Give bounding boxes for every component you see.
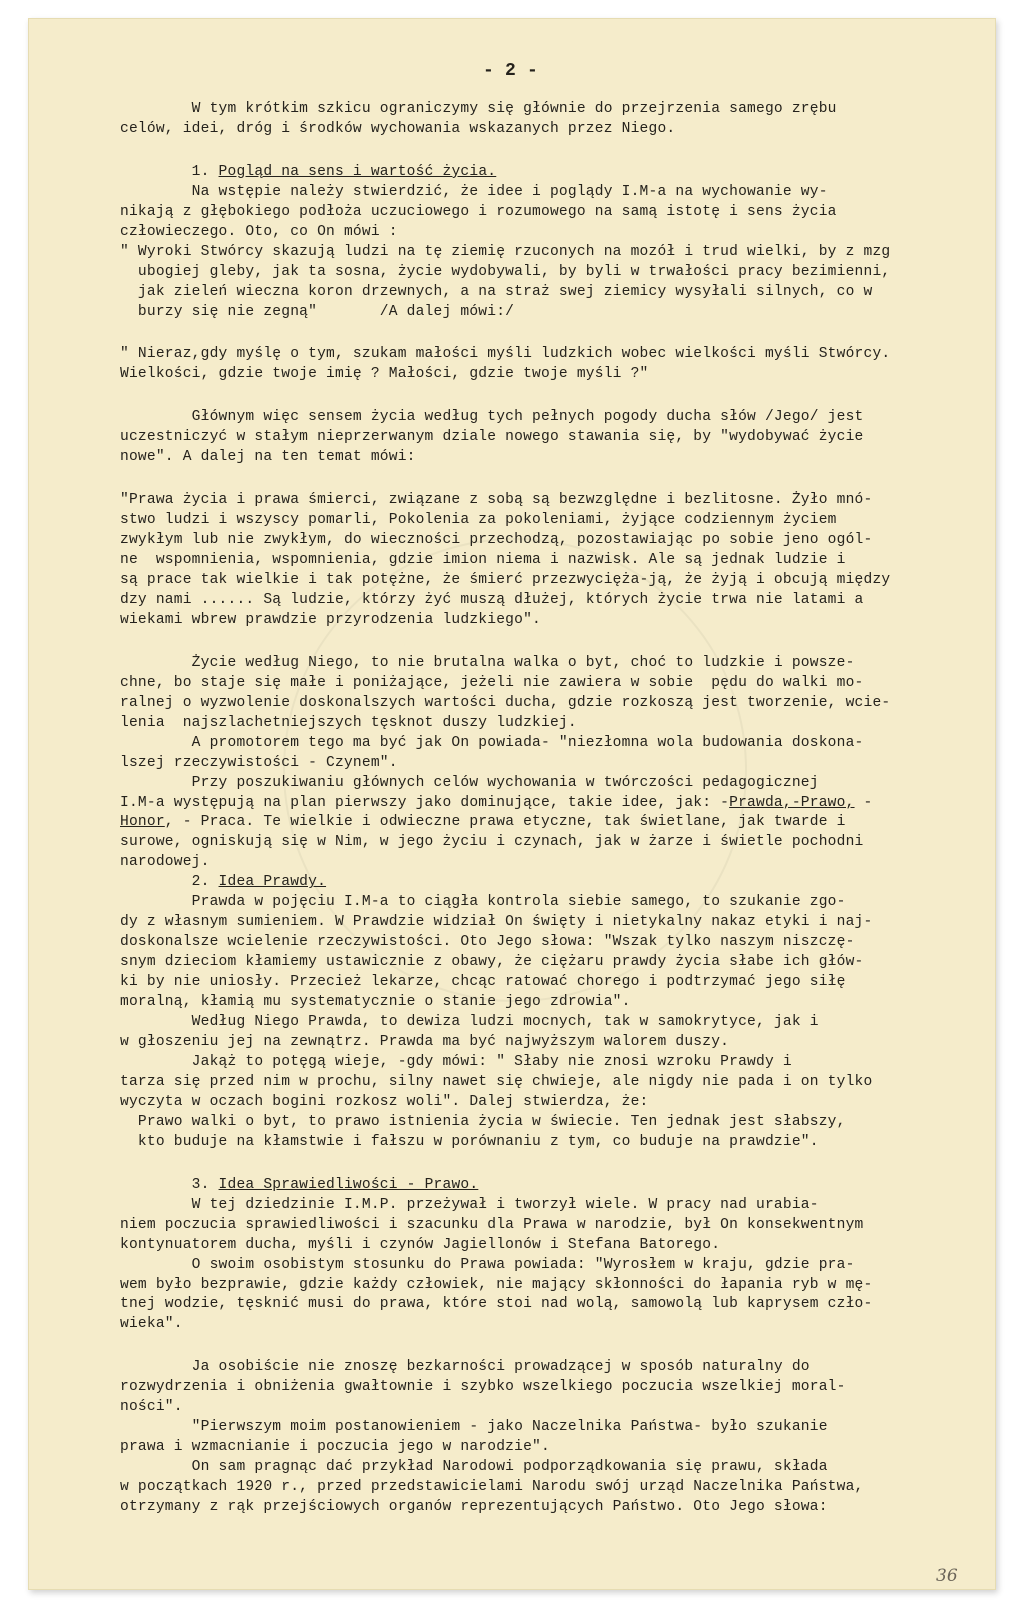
page-number: - 2 -: [483, 61, 539, 81]
typed-line: jak zieleń wieczna koron drzewnych, a na straż swej ziemicy wysyłali silnych, co w: [120, 283, 873, 300]
typed-line: 2. Idea Prawdy.: [120, 874, 327, 891]
typed-line: W tym krótkim szkicu ograniczymy się głównie do przejrzenia samego zrębu: [120, 101, 837, 117]
typed-line: doskonalsze wcielenie rzeczywistości. Oto Jego słowa: "Wszak tylko naszym niszczę-: [120, 934, 855, 951]
typed-line: celów, idei, dróg i środków wychowania wskazanych przez Niego.: [120, 120, 676, 137]
typed-line: Prawda w pojęciu I.M-a to ciągła kontrola siebie samego, to szukanie zgo-: [120, 894, 846, 911]
typed-line: człowieczego. Oto, co On mówi :: [120, 223, 398, 240]
typed-line: uczestniczyć w stałym nieprzerwanym dziale nowego stawania się, by "wydobywać życie: [120, 429, 864, 446]
typed-line: ralnej o wyzwolenie doskonalszych wartości ducha, gdzie rozkoszą jest tworzenie, wcie-: [120, 694, 891, 711]
typed-line: nowe". A dalej na ten temat mówi:: [120, 449, 416, 466]
typed-line: ne wspomnienia, wspomnienia, gdzie imion niema i nazwisk. Ale są jednak ludzie i: [120, 552, 846, 569]
typed-line: Głównym więc sensem życia według tych pełnych pogody ducha słów /Jego/ jest: [120, 409, 864, 426]
typed-line: chne, bo staje się małe i poniżające, jeżeli nie zawiera w sobie pędu do walki mo-: [120, 674, 864, 691]
typed-line: Na wstępie należy stwierdzić, że idee i poglądy I.M-a na wychowanie wy-: [120, 183, 828, 200]
typed-line: zwykłym lub nie zwykłym, do wieczności przechodzą, pozostawiając po sobie jeno ogól-: [120, 532, 873, 549]
typed-line: stwo ludzi i wszyscy pomarli, Pokolenia za pokoleniami, żyjące codziennym życiem: [120, 512, 837, 529]
typed-line: niem poczucia sprawiedliwości i szacunku dla Prawa w narodzie, był On konsekwentnym: [120, 1216, 864, 1233]
typed-line: prawa i wzmacnianie i poczucia jego w narodzie".: [120, 1439, 550, 1456]
typed-line: I.M-a występują na plan pierwszy jako dominujące, takie idee, jak: -Prawda,-Prawo, -: [120, 794, 873, 811]
typed-line: tnej wodzie, tęsknić musi do prawa, które stoi nad wolą, samowolą lub kaprysem czło-: [120, 1296, 873, 1313]
typed-line: w głoszeniu jej na zewnątrz. Prawda ma być najwyższym walorem duszy.: [120, 1034, 730, 1051]
typed-line: moralną, kłamią mu systematycznie o stanie jego zdrowia".: [120, 994, 631, 1011]
typed-line: O swoim osobistym stosunku do Prawa powiada: "Wyrosłem w kraju, gdzie pra-: [120, 1256, 855, 1273]
typed-line: "Pierwszym moim postanowieniem - jako Naczelnika Państwa- było szukanie: [120, 1419, 828, 1436]
typed-line: snym dzieciom kłamiemy ustawicznie z obawy, że ciężaru prawdy życia słabe ich głów-: [120, 954, 864, 971]
typed-line: ności".: [120, 1399, 183, 1416]
underlined-heading: Idea Prawdy.: [218, 874, 327, 891]
typed-line: otrzymany z rąk przejściowych organów reprezentujących Państwo. Oto Jego słowa:: [120, 1499, 828, 1516]
typed-line: 1. Pogląd na sens i wartość życia.: [120, 163, 497, 180]
typed-line: 3. Idea Sprawiedliwości - Prawo.: [120, 1176, 479, 1193]
typed-line: wyczyta w oczach bogini rozkosz woli". Dalej stwierdza, że:: [120, 1093, 649, 1110]
typed-line: W tej dziedzinie I.M.P. przeżywał i tworzył wiele. W pracy nad urabia-: [120, 1196, 819, 1213]
typed-line: rozwydrzenia i obniżenia gwałtownie i szybko wszelkiego poczucia wszelkiej moral-: [120, 1379, 846, 1396]
typed-line: lenia najszlachetniejszych tęsknot duszy ludzkiej.: [120, 714, 577, 731]
typed-line: Przy poszukiwaniu głównych celów wychowania w twórczości pedagogicznej: [120, 774, 819, 791]
typed-line: w początkach 1920 r., przed przedstawicielami Narodu swój urząd Naczelnika Państwa,: [120, 1479, 864, 1496]
typed-line: nikają z głębokiego podłoża uczuciowego i rozumowego na samą istotę i sens życia: [120, 203, 837, 220]
typed-line: ubogiej gleby, jak ta sosna, życie wydobywali, by byli w trwałości pracy bezimienni,: [120, 263, 891, 280]
typed-line: Życie według Niego, to nie brutalna walka o byt, choć to ludzkie i powsze-: [120, 654, 855, 671]
typed-line: dy z własnym sumieniem. W Prawdzie widział On święty i nietykalny nakaz etyki i naj-: [120, 914, 873, 931]
typed-line: kontynuatorem ducha, myśli i czynów Jagiellonów i Stefana Batorego.: [120, 1236, 721, 1253]
typed-line: tarza się przed nim w prochu, silny nawet się chwieje, ale nigdy nie pada i on tylko: [120, 1073, 873, 1090]
typed-line: Prawo walki o byt, to prawo istnienia życia w świecie. Ten jednak jest słabszy,: [120, 1113, 846, 1130]
typed-line: surowe, ogniskują się w Nim, w jego życiu i czynach, jak w żarze i świetle pochodni: [120, 834, 864, 851]
typed-line: ki by nie uniosły. Przecież lekarze, chcąc ratować chorego i podtrzymać jego siłę: [120, 974, 846, 991]
underlined-heading: Prawda,-Prawo,: [729, 794, 855, 811]
typed-line: narodowej.: [120, 854, 210, 871]
typed-line: Honor, - Praca. Te wielkie i odwieczne prawa etyczne, tak świetlane, jak twarde i: [120, 814, 846, 831]
typed-line: Jakąż to potęgą wieje, -gdy mówi: " Słaby nie znosi wzroku Prawdy i: [120, 1053, 792, 1070]
underlined-heading: Honor: [120, 814, 165, 831]
typed-line: wiekami wbrew prawdzie przyrodzenia ludzkiego".: [120, 611, 542, 628]
typed-line: wieka".: [120, 1316, 183, 1333]
typed-line: Wielkości, gdzie twoje imię ? Małości, gdzie twoje myśli ?": [120, 366, 649, 383]
typed-line: burzy się nie zegną" /A dalej mówi:/: [120, 303, 515, 320]
typed-line: wem było bezprawie, gdzie każdy człowiek, nie mający skłonności do łapania ryb w mę-: [120, 1276, 873, 1293]
typed-line: " Wyroki Stwórcy skazują ludzi na tę ziemię rzuconych na mozół i trud wielki, by z mzg: [120, 243, 891, 260]
typed-line: On sam pragnąc dać przykład Narodowi podporządkowania się prawu, składa: [120, 1459, 828, 1476]
typed-line: "Prawa życia i prawa śmierci, związane z sobą są bezwzględne i bezlitosne. Żyło mnó-: [120, 492, 873, 509]
typed-page: [28, 18, 996, 1590]
handwritten-page-number: 36: [936, 1566, 958, 1586]
typed-line: są prace tak wielkie i tak potężne, że śmierć przezwycięża-ją, że żyją i obcują międzу: [120, 572, 891, 588]
typed-line: " Nieraz,gdy myślę o tym, szukam małości myśli ludzkich wobec wielkości myśli Stwórcy.: [120, 346, 891, 363]
typed-line: A promotorem tego ma być jak On powiada- "niezłomna wola budowania doskona-: [120, 734, 864, 751]
typed-line: Ja osobiście nie znoszę bezkarności prowadzącej w sposób naturalny do: [120, 1359, 810, 1376]
typed-line: dzy nami ...... Są ludzie, którzy żyć muszą dłużej, których życie trwa nie latami a: [120, 591, 864, 608]
typed-line: lszej rzeczywistości - Czynem".: [120, 754, 398, 771]
typed-line: Według Niego Prawda, to dewiza ludzi mocnych, tak w samokrytyce, jak i: [120, 1014, 819, 1031]
typed-line: kto buduje na kłamstwie i fałszu w porównaniu z tym, co buduje na prawdzie".: [120, 1133, 819, 1150]
underlined-heading: Pogląd na sens i wartość życia.: [218, 163, 497, 180]
underlined-heading: Idea Sprawiedliwości - Prawo.: [218, 1176, 479, 1193]
paper-sheet: [28, 18, 996, 1590]
